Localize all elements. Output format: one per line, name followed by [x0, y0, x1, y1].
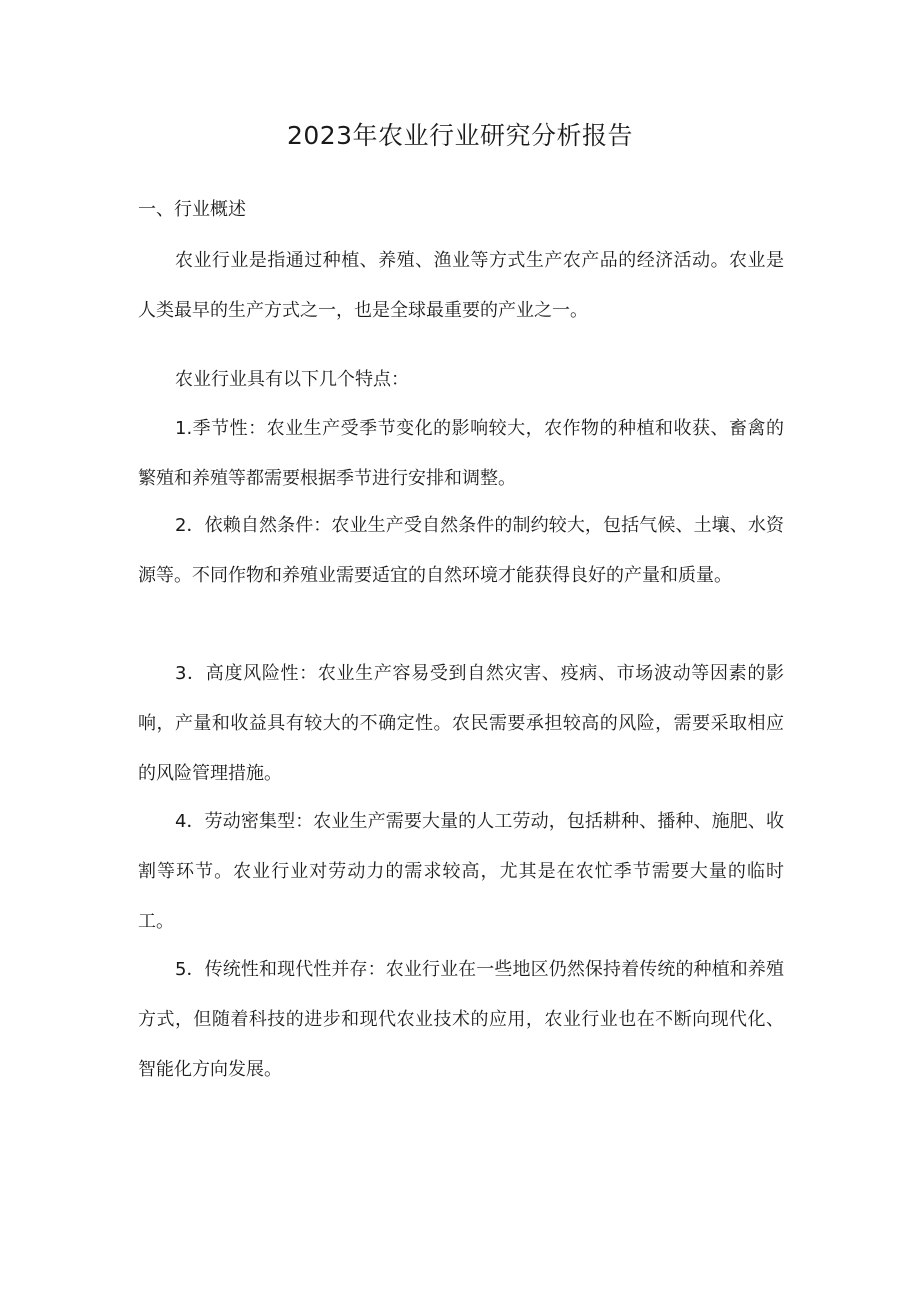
- features-lead-paragraph: 农业行业具有以下几个特点：: [175, 369, 409, 390]
- feature-item-high-risk: 3．高度风险性：农业生产容易受到自然灾害、疫病、市场波动等因素的影响，产量和收益具有较大的不确定性。农民需要承担较高的风险，需要采取相应的风险管理措施。: [138, 663, 784, 784]
- feature-item-natural-conditions: 2．依赖自然条件：农业生产受自然条件的制约较大，包括气候、土壤、水资源等。不同作物和养殖业需要适宜的自然环境才能获得良好的产量和质量。: [138, 515, 784, 586]
- feature-item-tradition-modernity: 5．传统性和现代性并存：农业行业在一些地区仍然保持着传统的种植和养殖方式，但随着科技的进步和现代农业技术的应用，农业行业也在不断向现代化、智能化方向发展。: [138, 959, 784, 1080]
- feature-item-seasonality: 1.季节性：农业生产受季节变化的影响较大，农作物的种植和收获、畜禽的繁殖和养殖等都需要根据季节进行安排和调整。: [138, 418, 784, 489]
- section-heading-overview: 一、行业概述: [138, 199, 246, 220]
- intro-paragraph: 农业行业是指通过种植、养殖、渔业等方式生产农产品的经济活动。农业是人类最早的生产方式之一，也是全球最重要的产业之一。: [138, 250, 784, 321]
- document-title: 2023年农业行业研究分析报告: [286, 121, 634, 150]
- feature-item-labor-intensive: 4．劳动密集型：农业生产需要大量的人工劳动，包括耕种、播种、施肥、收割等环节。农业行业对劳动力的需求较高，尤其是在农忙季节需要大量的临时工。: [138, 811, 784, 932]
